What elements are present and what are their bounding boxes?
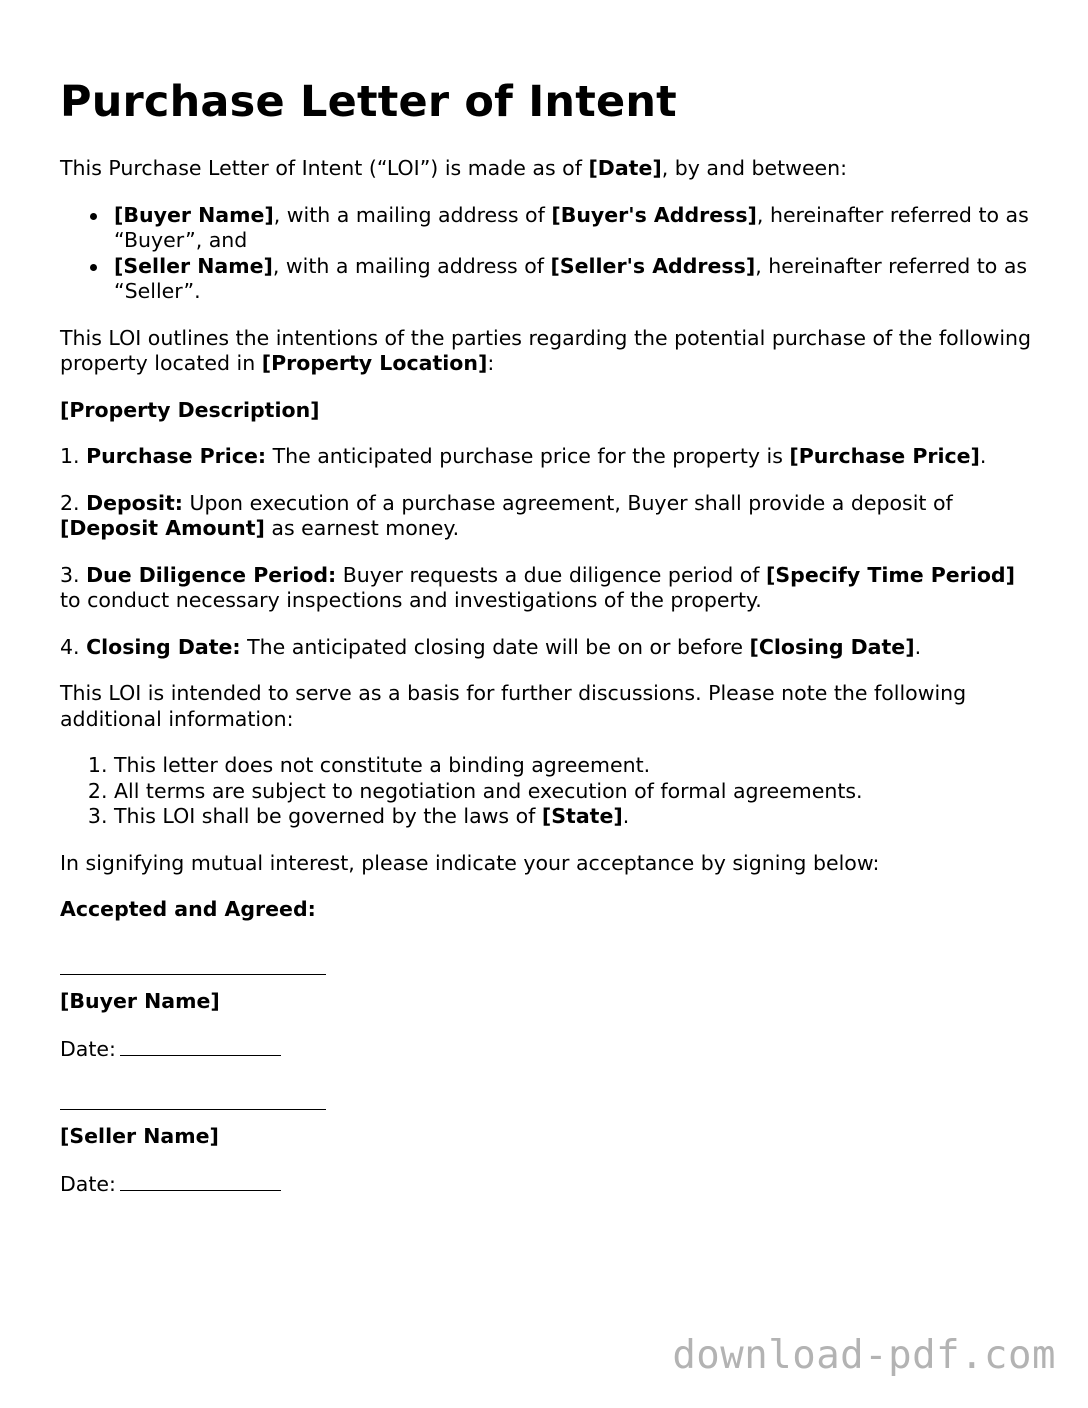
outline-paragraph	[60, 326, 1035, 377]
basis-paragraph: This LOI is intended to serve as a basis for further discussions. Please note the following additional information:	[60, 681, 967, 731]
buyer-signature-name	[60, 989, 1035, 1015]
buyer-signature-line[interactable]	[60, 949, 326, 975]
state-placeholder: [State]	[541, 804, 623, 828]
outline-text: This LOI outlines the intentions of the parties regarding the potential purchase of the following property located in	[60, 325, 1032, 375]
term-label: Closing Date:	[86, 634, 241, 659]
seller-date-line[interactable]	[120, 1170, 281, 1191]
date-label: Date:	[60, 1037, 116, 1061]
buyer-date-row	[60, 1035, 1035, 1063]
term-placeholder: [Purchase Price]	[789, 444, 980, 468]
term-end: .	[914, 634, 922, 659]
accepted-label: Accepted and Agreed:	[60, 897, 316, 921]
seller-date-row	[60, 1170, 1035, 1198]
property-description-placeholder: [Property Description]	[60, 397, 320, 422]
term-closing-date	[60, 635, 1035, 661]
note-item	[114, 753, 1035, 779]
party-text: , hereinafter referred to as “Buyer”, and	[114, 202, 1029, 252]
seller-address-placeholder: [Seller's Address]	[550, 253, 756, 278]
note-item	[114, 804, 1035, 830]
term-due-diligence	[60, 563, 1035, 614]
seller-name-placeholder: [Seller Name]	[114, 253, 273, 278]
note-end: .	[622, 804, 630, 828]
term-deposit	[60, 491, 1035, 542]
term-text: Upon execution of a purchase agreement, Buyer shall provide a deposit of	[182, 490, 953, 515]
party-text: , with a mailing address of	[273, 202, 552, 227]
parties-list	[60, 203, 1035, 305]
party-buyer	[114, 203, 1035, 254]
intro-prefix: This Purchase Letter of Intent (“LOI”) is made as of	[60, 156, 589, 180]
term-end: to conduct necessary inspections and investigations of the property.	[60, 588, 762, 612]
term-end: as earnest money.	[264, 516, 460, 540]
term-label: Purchase Price:	[86, 444, 267, 468]
term-placeholder: [Deposit Amount]	[60, 516, 265, 540]
signing-paragraph: In signifying mutual interest, please indicate your acceptance by signing below:	[60, 850, 880, 875]
term-number: 2.	[60, 490, 87, 515]
term-label: Due Diligence Period:	[86, 562, 337, 587]
term-text: The anticipated purchase price for the property is	[266, 444, 790, 468]
term-text: Buyer requests a due diligence period of	[336, 562, 767, 587]
term-text: The anticipated closing date will be on or before	[240, 634, 750, 659]
party-seller	[114, 254, 1035, 305]
seller-name-placeholder: [Seller Name]	[60, 1123, 219, 1148]
term-number: 3.	[60, 562, 87, 587]
date-placeholder: [Date]	[588, 156, 662, 180]
note-text: This letter does not constitute a binding agreement.	[114, 753, 651, 777]
document-page	[60, 76, 1035, 1219]
party-text: , with a mailing address of	[272, 253, 551, 278]
note-text: This LOI shall be governed by the laws of	[114, 804, 542, 828]
intro-paragraph	[60, 156, 1035, 182]
accepted-heading	[60, 897, 1035, 923]
term-number: 4.	[60, 634, 87, 659]
watermark: download-pdf.com	[672, 1333, 1056, 1378]
property-location-placeholder: [Property Location]	[261, 351, 488, 375]
party-text: , hereinafter referred to as “Seller”.	[114, 253, 1028, 303]
term-label: Deposit:	[86, 490, 183, 515]
outline-text: :	[487, 351, 495, 375]
seller-signature-line[interactable]	[60, 1084, 326, 1110]
property-description	[60, 398, 1035, 424]
term-number: 1.	[60, 444, 87, 468]
note-item	[114, 779, 1035, 805]
note-text: All terms are subject to negotiation and execution of formal agreements.	[114, 778, 863, 803]
page-title: Purchase Letter of Intent	[60, 77, 677, 127]
seller-signature-name	[60, 1124, 1035, 1150]
buyer-name-placeholder: [Buyer Name]	[114, 202, 274, 227]
term-purchase-price	[60, 444, 1035, 470]
buyer-date-line[interactable]	[120, 1035, 281, 1056]
buyer-address-placeholder: [Buyer's Address]	[551, 202, 757, 227]
term-placeholder: [Closing Date]	[749, 634, 915, 659]
date-label: Date:	[60, 1172, 116, 1196]
intro-suffix: , by and between:	[661, 156, 848, 180]
buyer-name-placeholder: [Buyer Name]	[60, 988, 220, 1013]
term-end: .	[979, 444, 987, 468]
term-placeholder: [Specify Time Period]	[766, 562, 1015, 587]
notes-list	[60, 753, 1035, 830]
